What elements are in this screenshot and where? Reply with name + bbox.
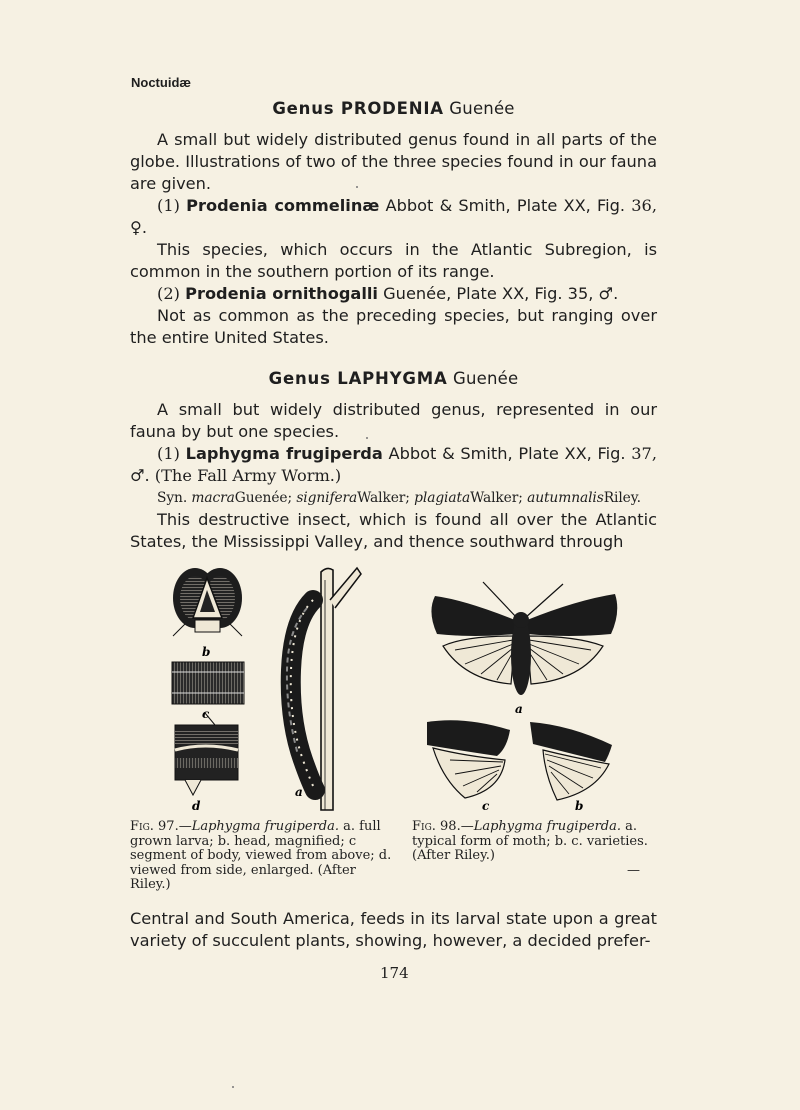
genus-heading-laphygma — [130, 368, 657, 390]
caption-body: a. full grown larva; b. head, magnified; c segment of body, viewed from above; d. viewed from side, enlarged. (After Riley.) — [130, 819, 392, 892]
species-entry — [130, 443, 657, 487]
genus-intro: A small but widely distributed genus found in all parts of the globe. Illustrations of two of the three species found in our fauna are given. — [130, 130, 657, 193]
genus-author: Guenée — [452, 369, 519, 388]
synonym-name: autumnalis — [527, 490, 604, 506]
species-name: Laphygma frugiperda — [185, 444, 383, 463]
figures — [165, 560, 625, 815]
fig98-label-c: c — [482, 799, 490, 813]
genus-name: Genus LAPHYGMA — [268, 369, 448, 388]
continuation-text — [130, 908, 657, 952]
fig97-label-c: c — [202, 707, 210, 721]
genus-heading-prodenia — [130, 98, 657, 120]
species-text: This destructive insect, which is found all over the Atlantic States, the Mississippi Valley, and thence southward through — [130, 510, 657, 551]
species-fig: 37, ♂. (The Fall Army Worm.) — [130, 444, 657, 485]
genus-name: Genus PRODENIA — [272, 99, 444, 118]
fig98-label-b: b — [575, 799, 584, 813]
genus-author: Guenée — [449, 99, 515, 118]
moth-typical-illustration — [431, 582, 617, 695]
species-fig: 36, ♀. — [130, 196, 657, 237]
species-name: Prodenia ornithogalli — [185, 284, 378, 303]
fig97-label-a: a — [295, 785, 303, 799]
species-number: (2) — [157, 284, 180, 303]
laphygma-section — [130, 368, 657, 553]
fig98-label-a: a — [515, 702, 523, 716]
synonym-author: Walker; — [470, 490, 523, 506]
species-entry — [130, 195, 657, 239]
caption-title: Laphygma frugiperda. — [473, 819, 621, 834]
figure-illustrations — [165, 560, 625, 815]
caption-dash: — — [627, 862, 640, 878]
caption-body: a. typical form of moth; b. c. varieties. (After Riley.) — [412, 819, 648, 863]
paper-speck — [232, 1086, 234, 1088]
body-segment-side-illustration — [175, 713, 238, 795]
synonym-name: plagiata — [414, 490, 471, 506]
moth-variety-b-illustration — [530, 722, 612, 800]
species-ref: Abbot & Smith, Plate XX, Fig. — [385, 196, 626, 215]
fig97-label-b: b — [202, 645, 211, 659]
species-name: Prodenia commelinæ — [186, 196, 380, 215]
species-number: (1) — [157, 196, 180, 215]
synonym-author: Guenée; — [234, 490, 293, 506]
synonym-name: signifera — [296, 490, 358, 506]
caption-title: Laphygma frugiperda. — [191, 819, 339, 834]
larva-illustration — [287, 568, 361, 810]
larva-head-illustration — [173, 568, 242, 636]
running-head: Noctuidæ — [131, 75, 191, 90]
continuation-paragraph: Central and South America, feeds in its larval state upon a great variety of succulent plants, showing, however, a decided prefer- — [130, 909, 657, 950]
species-entry — [130, 283, 657, 305]
synonym-author: Walker; — [357, 490, 410, 506]
body-segment-illustration — [172, 662, 244, 704]
syn-prefix: Syn. — [157, 490, 188, 506]
paper-speck — [366, 437, 368, 439]
species-ref: Guenée, Plate XX, Fig. 35, ♂. — [383, 284, 619, 303]
moth-variety-c-illustration — [427, 720, 510, 798]
caption-label: Fig. 98. — [412, 819, 461, 834]
paper-speck — [356, 186, 358, 188]
species-text: This species, which occurs in the Atlantic Subregion, is common in the southern portion of its range. — [130, 240, 657, 281]
figure98-caption: Fig. 98.—Laphygma frugiperda. a. typical form of moth; b. c. varieties. (After Riley.) — — [412, 820, 662, 878]
species-text: Not as common as the preceding species, but ranging over the entire United States. — [130, 306, 657, 347]
fig97-label-d: d — [192, 799, 201, 813]
prodenia-section — [130, 98, 657, 349]
species-number: (1) — [157, 444, 180, 463]
page-number: 174 — [380, 964, 409, 982]
species-ref: Abbot & Smith, Plate XX, Fig. — [388, 444, 626, 463]
figure97-caption: Fig. 97.—Laphygma frugiperda. a. full grown larva; b. head, magnified; c segment of body, viewed from above; d. viewed from side, enlarged. (After Riley.) — [130, 819, 392, 892]
synonym-author: Riley. — [603, 490, 641, 506]
synonym-name: macra — [191, 490, 235, 506]
caption-label: Fig. 97. — [130, 819, 179, 834]
genus-intro: A small but widely distributed genus, represented in our fauna by but one species. — [130, 400, 657, 441]
synonymy-line — [130, 487, 657, 509]
